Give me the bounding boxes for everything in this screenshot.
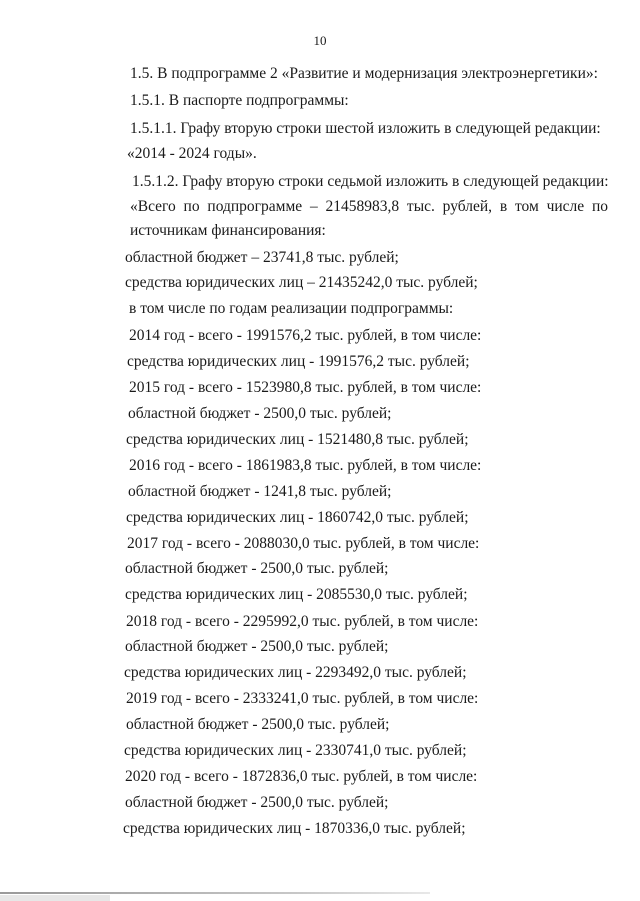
regional-budget-total: областной бюджет – 23741,8 тыс. рублей; [125,249,399,266]
item-1-5-1-2-text: 1.5.1.2. Графу вторую строки седьмой изложить в следующей редакции: [132,173,609,190]
year-2020-total: 2020 год - всего - 1872836,0 тыс. рублей, в том числе: [125,768,478,785]
year-2018-legal-entities: средства юридических лиц - 2293492,0 тыс. рублей; [124,664,467,681]
page-number: 10 [313,33,327,48]
year-2014-legal-entities: средства юридических лиц - 1991576,2 тыс. рублей; [127,353,470,370]
item-1-5-1-1-text: 1.5.1.1. Графу вторую строки шестой изложить в следующей редакции: [130,120,601,137]
legal-entities-total: средства юридических лиц – 21435242,0 тыс. рублей; [125,274,478,291]
year-2019-legal-entities: средства юридических лиц - 2330741,0 тыс. рублей; [124,742,467,759]
year-2017-total: 2017 год - всего - 2088030,0 тыс. рублей, в том числе: [127,535,480,552]
total-financing-line: «Всего по подпрограмме – 21458983,8 тыс. рублей, в том числе по [130,198,608,215]
year-2020-legal-entities: средства юридических лиц - 1870336,0 тыс. рублей; [123,820,466,837]
financing-sources-line: источникам финансирования: [130,222,326,239]
year-2018-regional-budget: областной бюджет - 2500,0 тыс. рублей; [125,638,389,655]
year-2016-regional-budget: областной бюджет - 1241,8 тыс. рублей; [128,483,392,500]
bottom-scan-edge [0,892,430,894]
by-years-heading: в том числе по годам реализации подпрограммы: [129,300,454,317]
year-2019-regional-budget: областной бюджет - 2500,0 тыс. рублей; [126,716,390,733]
item-1-5-heading: 1.5. В подпрограмме 2 «Развитие и модернизация электроэнергетики»: [130,65,598,82]
year-2019-total: 2019 год - всего - 2333241,0 тыс. рублей, в том числе: [126,690,479,707]
year-2015-regional-budget: областной бюджет - 2500,0 тыс. рублей; [128,405,392,422]
year-2020-regional-budget: областной бюджет - 2500,0 тыс. рублей; [125,794,389,811]
year-2018-total: 2018 год - всего - 2295992,0 тыс. рублей, в том числе: [126,613,479,630]
year-2016-legal-entities: средства юридических лиц - 1860742,0 тыс. рублей; [126,509,469,526]
year-2017-regional-budget: областной бюджет - 2500,0 тыс. рублей; [125,560,389,577]
year-2016-total: 2016 год - всего - 1861983,8 тыс. рублей, в том числе: [129,457,482,474]
year-2015-legal-entities: средства юридических лиц - 1521480,8 тыс. рублей; [126,431,469,448]
year-2017-legal-entities: средства юридических лиц - 2085530,0 тыс. рублей; [125,586,468,603]
year-2014-total: 2014 год - всего - 1991576,2 тыс. рублей, в том числе: [129,327,482,344]
year-2015-total: 2015 год - всего - 1523980,8 тыс. рублей, в том числе: [129,379,482,396]
item-1-5-1-1-quote: «2014 - 2024 годы». [127,145,257,162]
scan-shadow [0,895,110,901]
item-1-5-1-heading: 1.5.1. В паспорте подпрограммы: [130,92,349,109]
